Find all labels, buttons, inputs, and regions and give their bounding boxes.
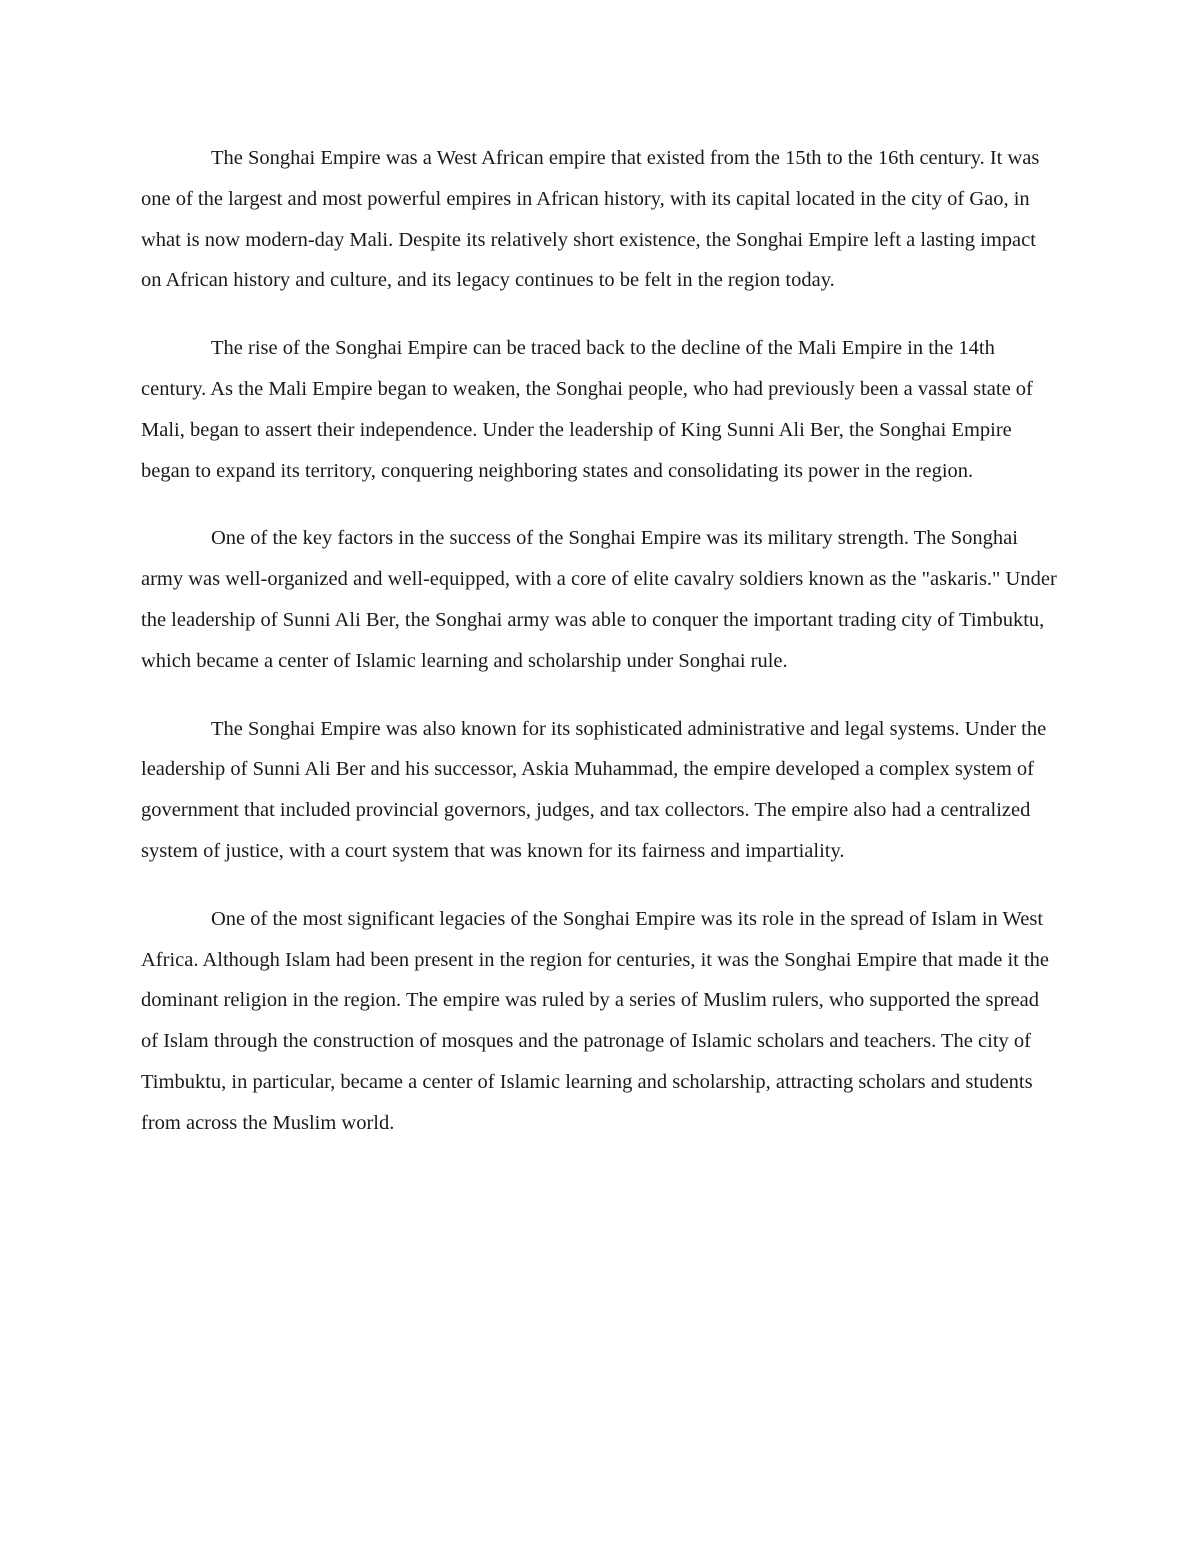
paragraph-2: The rise of the Songhai Empire can be traced back to the decline of the Mali Empire in the 14th century. As the Mali Empire began to weaken, the Songhai people, who had previously been a vassal state of Mali, began to assert their independence. Under the leadership of King Sunni Ali Ber, the Songhai Empire began to expand its territory, conquering neighboring states and consolidating its power in the region.: [141, 337, 1033, 482]
paragraph-3: One of the key factors in the success of the Songhai Empire was its military strength. The Songhai army was well-organized and well-equipped, with a core of elite cavalry soldiers known as the "askaris." Under the leadership of Sunni Ali Ber, the Songhai army was able to conquer the important trading city of Timbuktu, which became a center of Islamic learning and scholarship under Songhai rule.: [141, 527, 1057, 672]
paragraph-1: The Songhai Empire was a West African empire that existed from the 15th to the 16th century. It was one of the largest and most powerful empires in African history, with its capital located in the city of Gao, in what is now modern-day Mali. Despite its relatively short existence, the Songhai Empire left a lasting impact on African history and culture, and its legacy continues to be felt in the region today.: [141, 147, 1040, 292]
paragraph-5: One of the most significant legacies of the Songhai Empire was its role in the spread of Islam in West Africa. Although Islam had been present in the region for centuries, it was the Songhai Empire that made it the dominant religion in the region. The empire was ruled by a series of Muslim rulers, who supported the spread of Islam through the construction of mosques and the patronage of Islamic scholars and teachers. The city of Timbuktu, in particular, became a center of Islamic learning and scholarship, attracting scholars and students from across the Muslim world.: [141, 907, 1050, 1134]
document-body: [141, 138, 1059, 1171]
paragraph-4: The Songhai Empire was also known for its sophisticated administrative and legal systems. Under the leadership of Sunni Ali Ber and his successor, Askia Muhammad, the empire developed a complex system of government that included provincial governors, judges, and tax collectors. The empire also had a centralized system of justice, with a court system that was known for its fairness and impartiality.: [141, 717, 1047, 862]
